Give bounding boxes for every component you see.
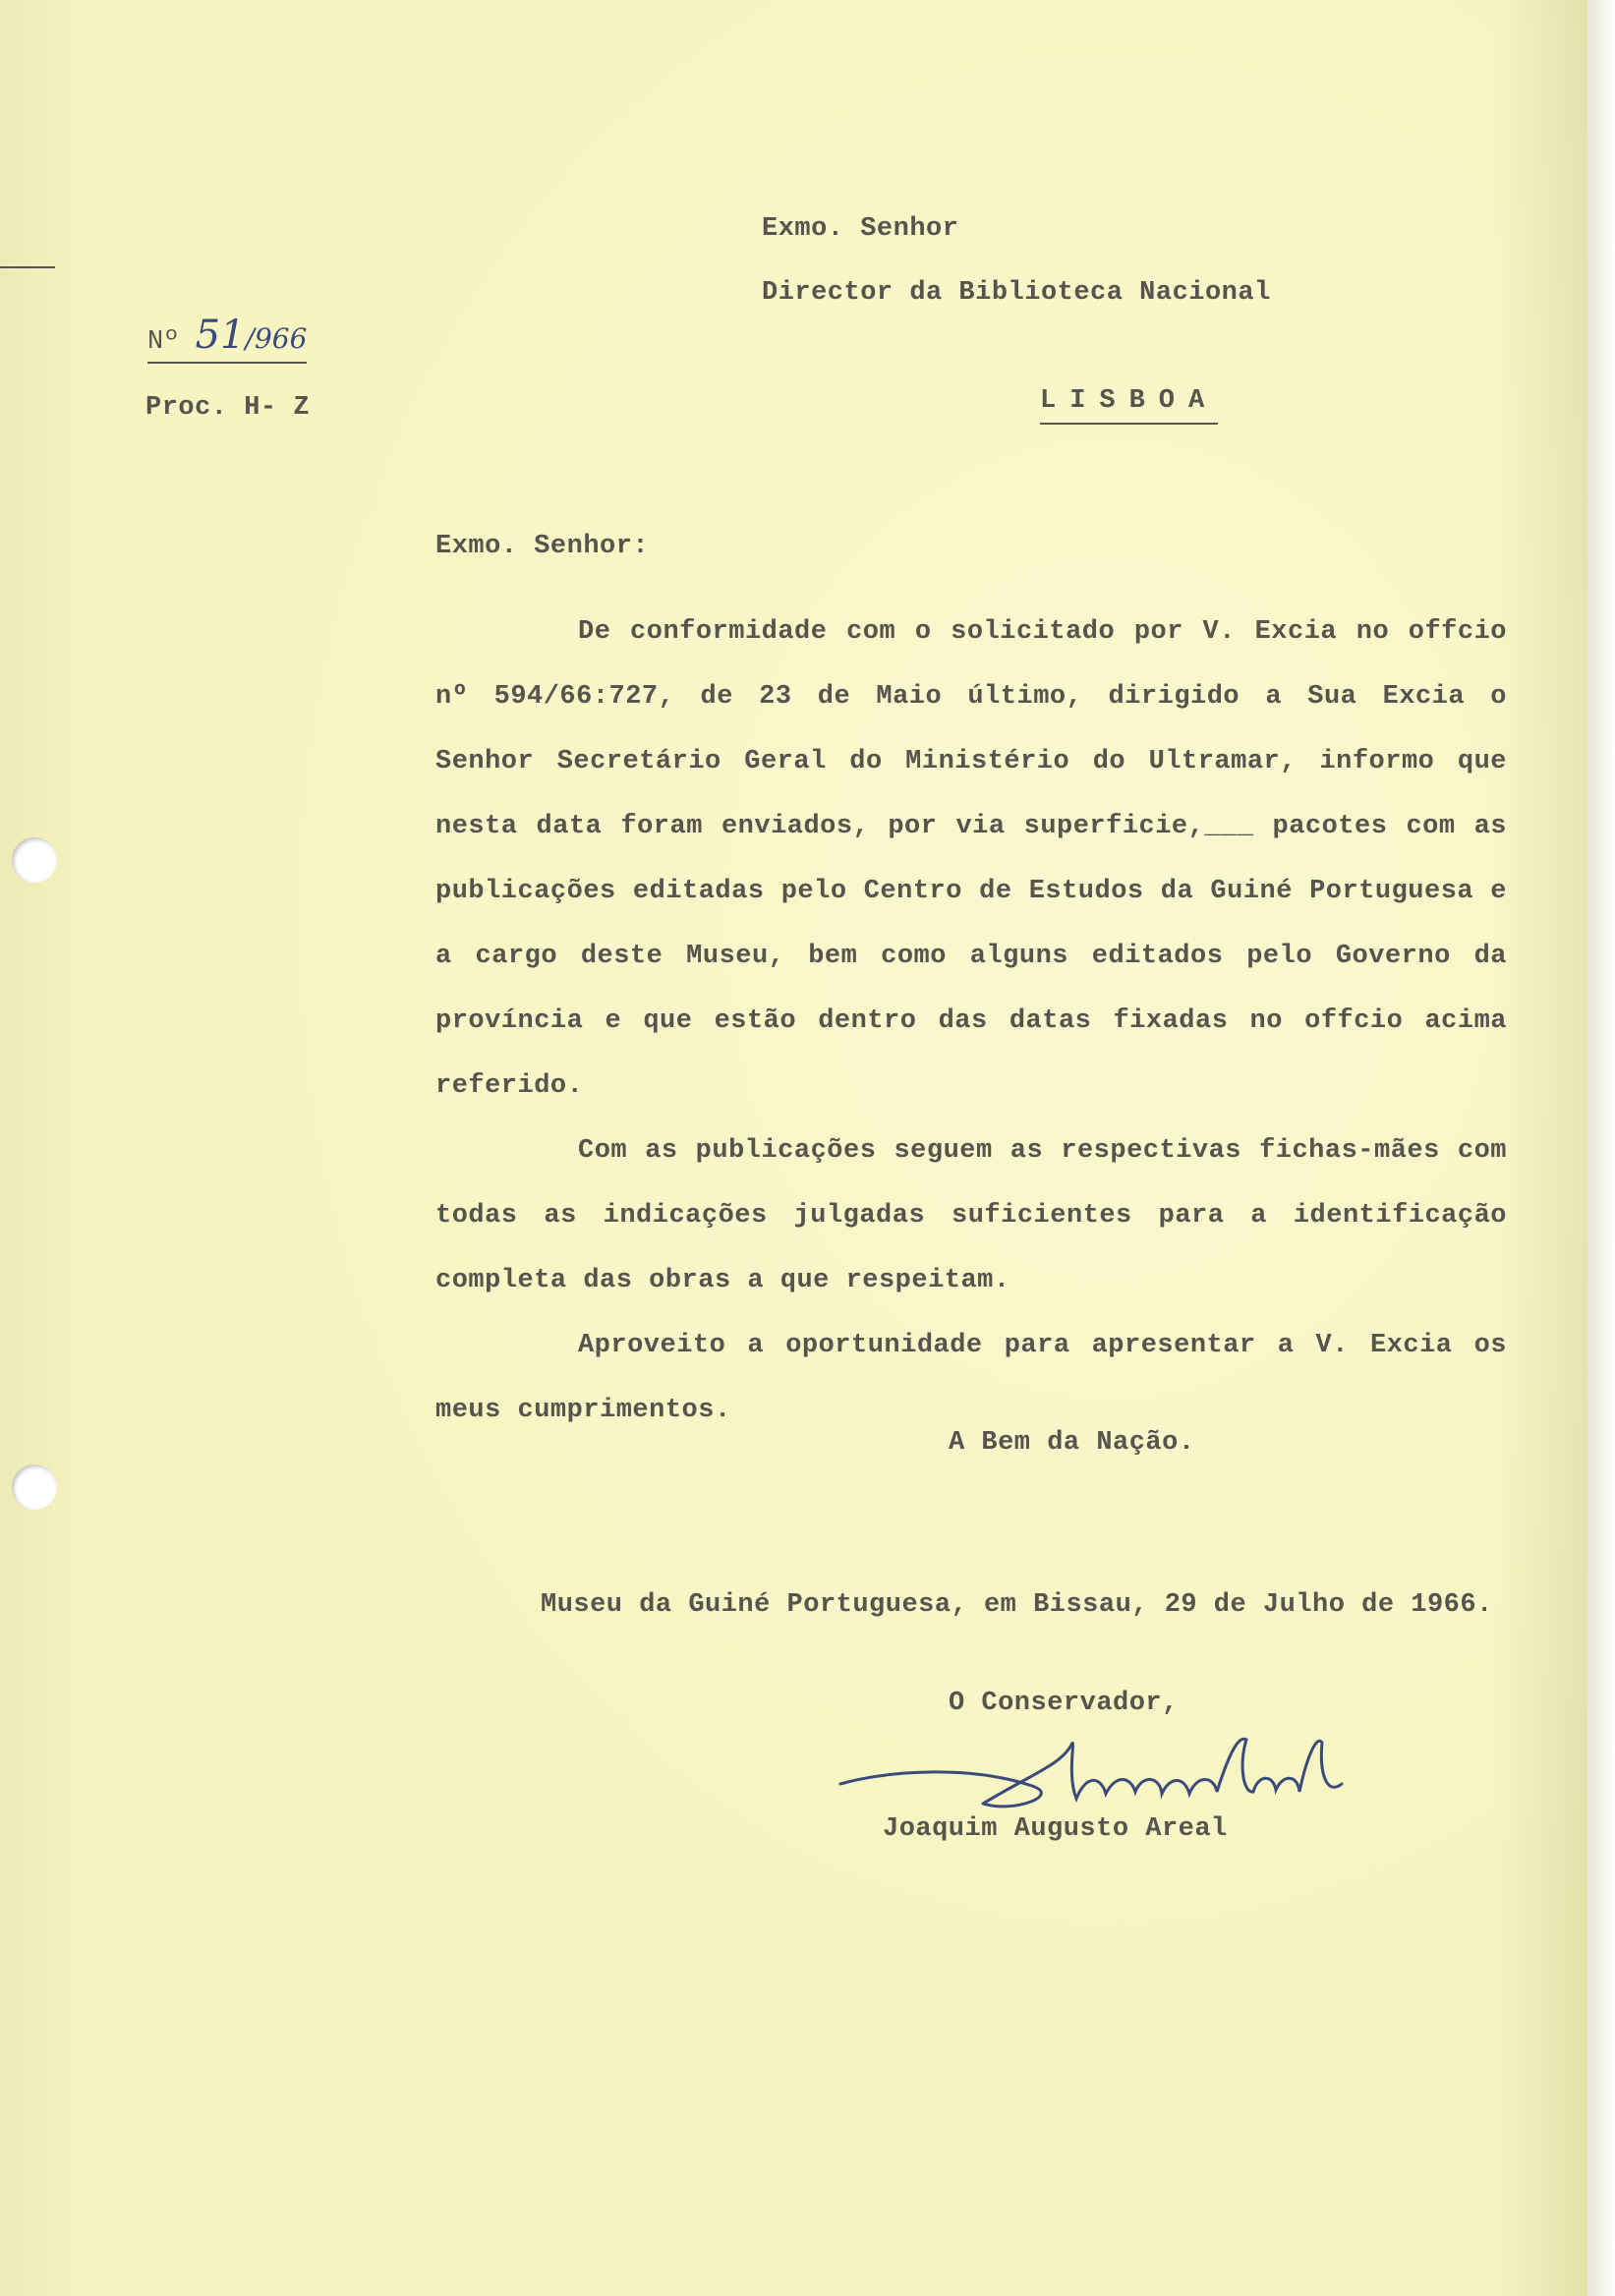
reference-number [147,313,307,364]
process-reference: Proc. H- Z [145,393,311,423]
reference-year: /966 [245,322,308,355]
margin-tick-mark [0,266,55,268]
page-edge [1587,0,1615,2296]
punch-hole-bottom [12,1464,57,1510]
greeting: Exmo. Senhor: [435,532,650,561]
paragraph-1: De conformidade com o solicitado por V. Excia no offcio nº 594/66:727, de 23 de Maio último, dirigido a Sua Excia o Senhor Secretário Geral do Ministério do Ultramar, informo que nesta data foram enviados, por via superficie,___ pacotes com as publicações editadas pelo Centro de Estudos da Guiné Portuguesa e a cargo deste Museu, bem como alguns editados pelo Governo da província e que estão dentro das datas fixadas no offcio acima referido. [435,617,1507,1101]
handwritten-signature [836,1715,1347,1823]
signatory-name: Joaquim Augusto Areal [883,1814,1228,1844]
addressee-salutation: Exmo. Senhor [762,214,959,244]
paragraph-3: Aproveito a oportunidade para apresentar a V. Excia os meus cumprimentos. [435,1331,1507,1425]
signatory-role: O Conservador, [949,1689,1179,1718]
reference-number-value: 51 [195,313,246,358]
closing-formula: A Bem da Nação. [949,1428,1195,1458]
place-and-date: Museu da Guiné Portuguesa, em Bissau, 29 de Julho de 1966. [541,1590,1493,1620]
paragraph-2: Com as publicações seguem as respectivas fichas-mães com todas as indicações julgadas suficientes para a identificação completa das obras a que respeitam. [435,1136,1507,1295]
reference-number-label: Nº [147,327,180,357]
addressee-city: LISBOA [1040,388,1218,425]
punch-hole-top [12,837,57,883]
addressee-title: Director da Biblioteca Nacional [762,278,1271,308]
letter-body [435,600,1507,1443]
